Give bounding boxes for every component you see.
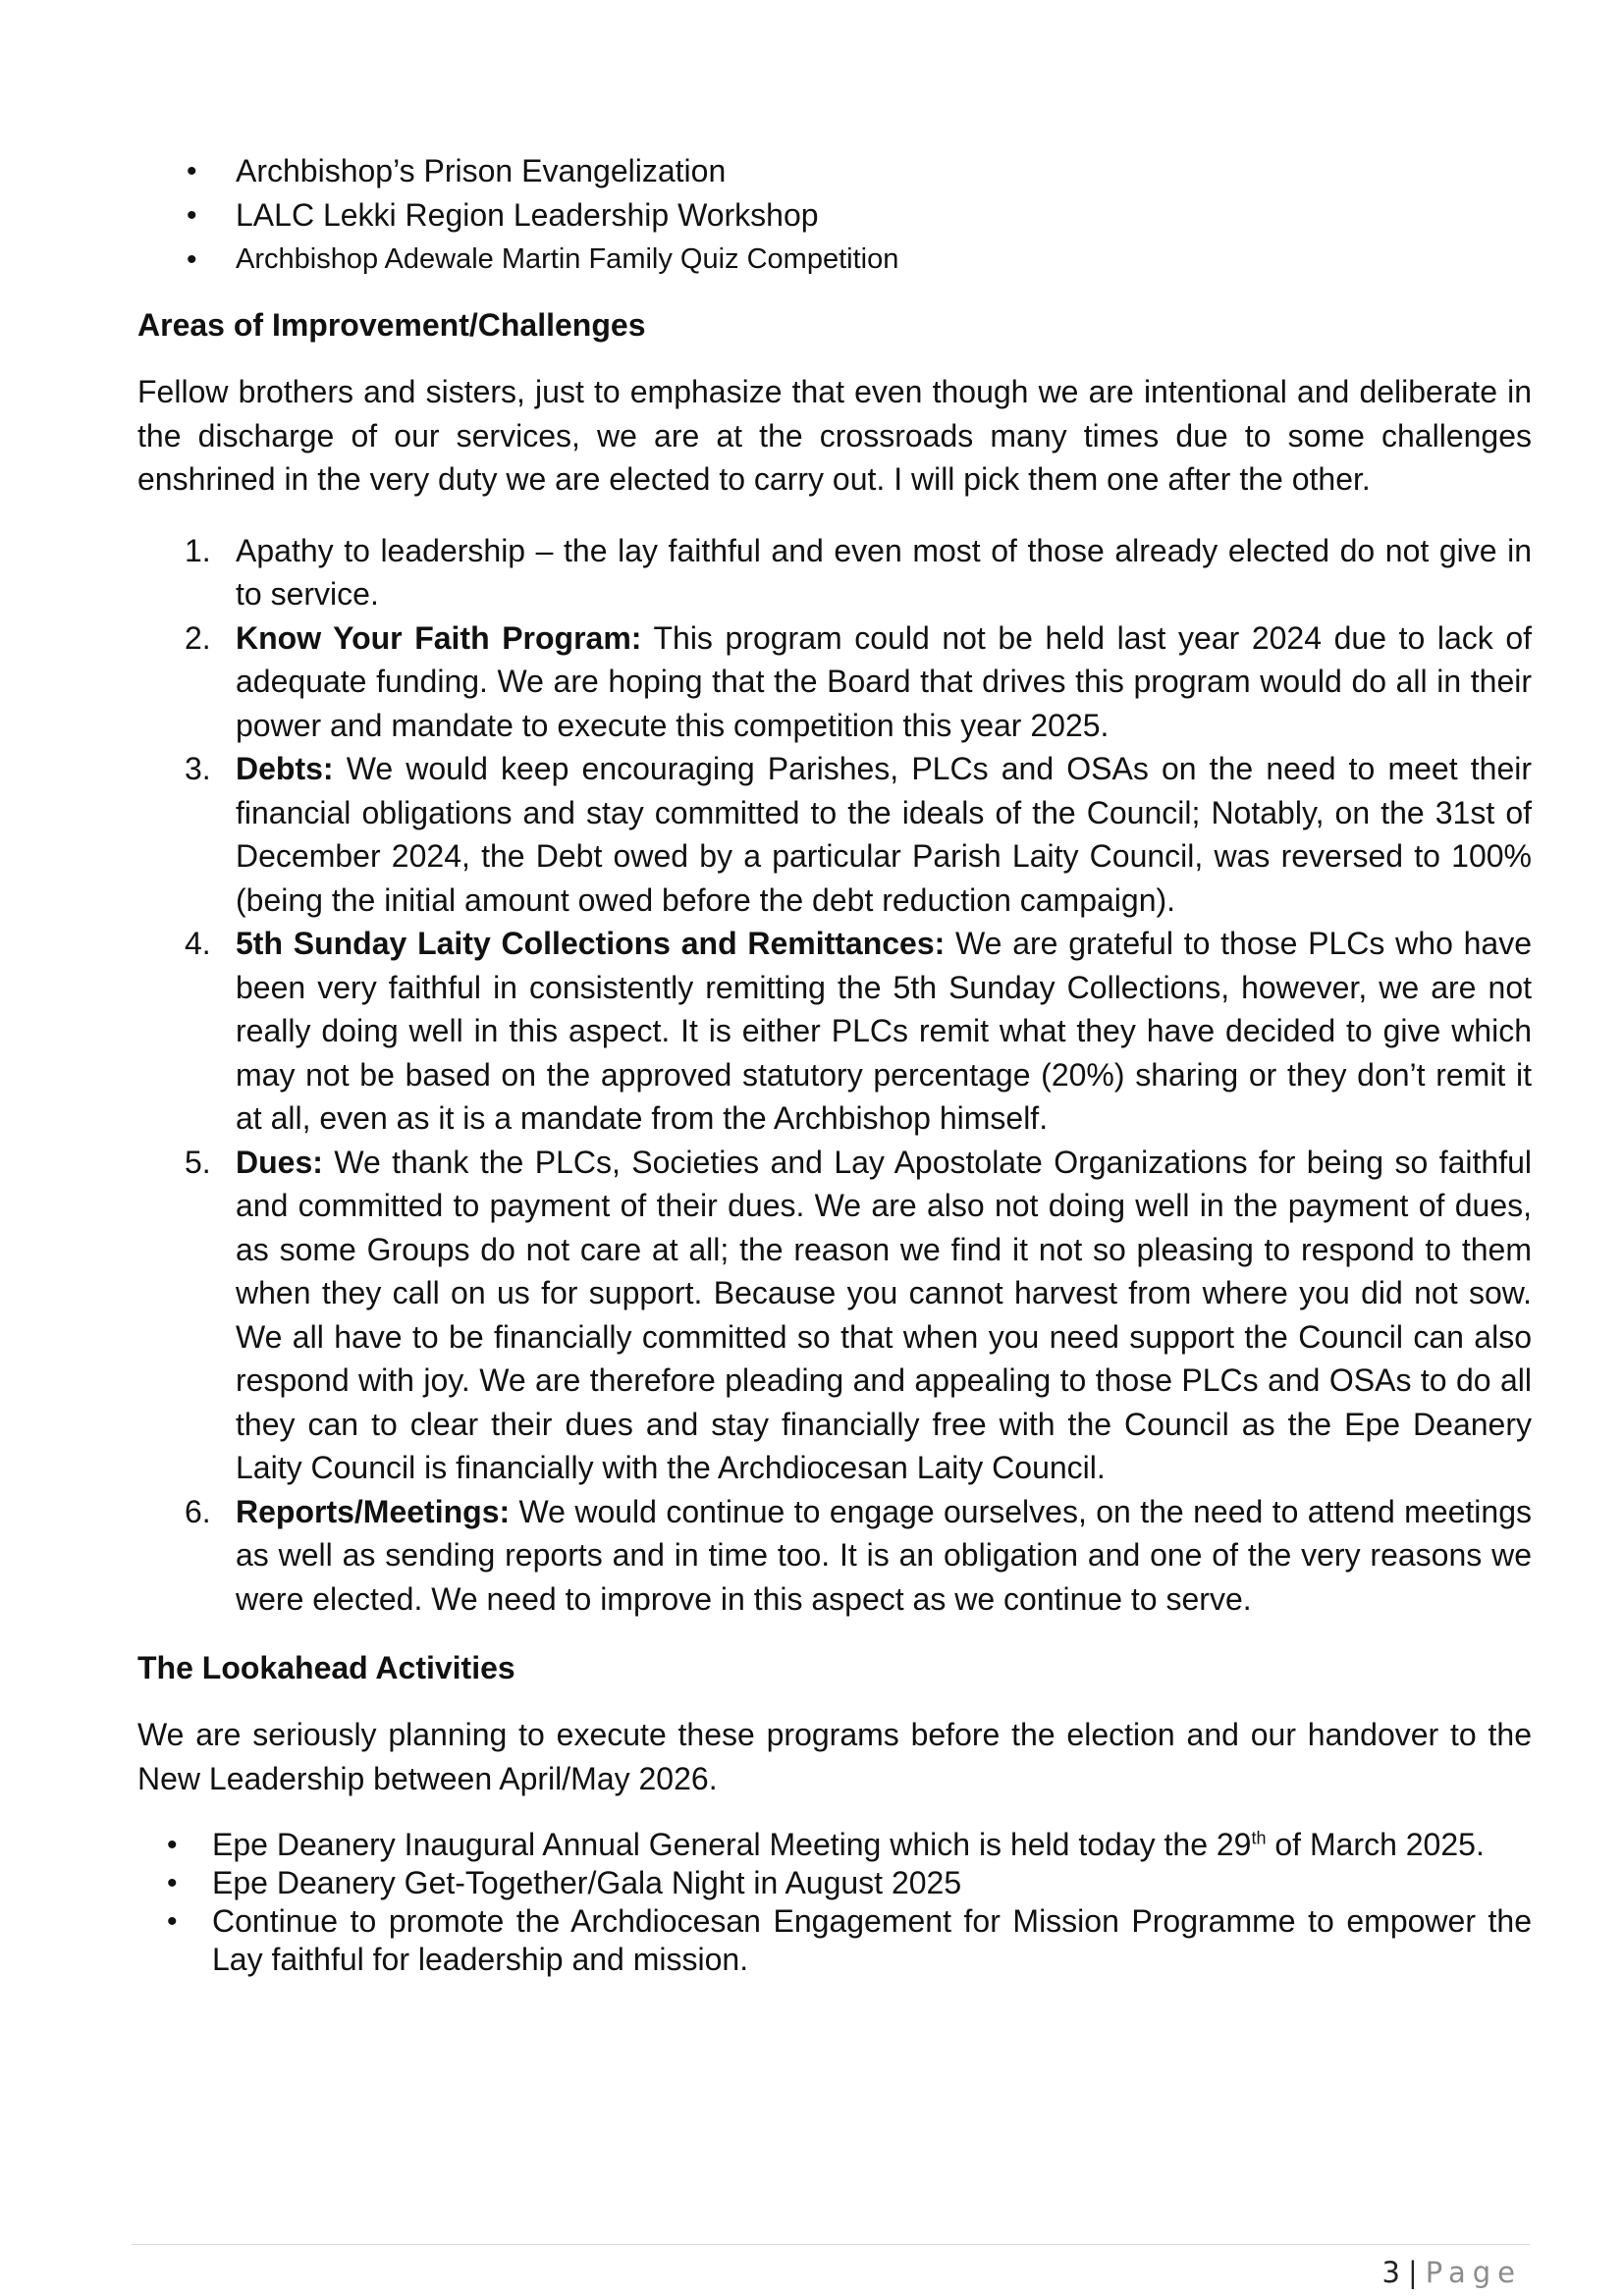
lookahead-bullet-list [137,1826,1532,1979]
item-number: 1. [185,532,211,568]
item-number: 2. [185,619,211,656]
page-number: 3 [1381,2256,1400,2289]
section-heading-lookahead: The Lookahead Activities [137,1650,515,1685]
areas-intro-paragraph: Fellow brothers and sisters, just to emphasize that even though we are intentional and deliberate in the discharge of our services, we are at the crossroads many times due to some challenges enshrined in the very duty we are elected to carry out. I will pick them one after the other. [137,374,1532,497]
footer-divider [132,2244,1530,2245]
document-page [137,149,1532,1979]
item-title: Know Your Faith Program: [236,619,642,656]
item-text: This program could not be held last year 2024 due to lack of adequate funding. We are hoping that the Board that drives this program would do all in their power and mandate to execute this competition this year 2025. [236,619,1533,743]
challenge-item [137,616,1532,748]
list-item-text: Epe Deanery Inaugural Annual General Meeting which is held today the 29 [212,1827,1252,1862]
list-item: • Archbishop’s Prison Evangelization [137,149,1532,193]
list-item [137,1826,1532,1864]
item-number: 3. [185,751,211,786]
item-text: We would continue to engage ourselves, on the need to attend meetings as well as sending reports and in time too. It is an obligation and one of the very reasons we were elected. We need to improve in this aspect as we continue to serve. [236,1493,1532,1617]
challenge-item [137,529,1532,616]
lookahead-intro-paragraph: We are seriously planning to execute these programs before the election and our handover to the New Leadership between April/May 2026. [137,1717,1532,1796]
challenge-item [137,747,1532,922]
footer-separator: | [1408,2256,1418,2289]
list-item: • Epe Deanery Get-Together/Gala Night in August 2025 [137,1864,1532,1902]
item-title: Reports/Meetings: [236,1493,511,1529]
page-label: Page [1425,2256,1522,2289]
item-title: Debts: [236,751,334,786]
list-item: • Continue to promote the Archdiocesan Engagement for Mission Programme to empower the Lay faithful for leadership and mission. [137,1902,1532,1979]
page-footer [1382,2256,1522,2289]
superscript: th [1251,1828,1267,1848]
challenges-list [137,529,1532,1622]
activities-bullet-list [137,149,1532,282]
item-text: We would keep encouraging Parishes, PLCs and OSAs on the need to meet their financial obligations and stay committed to the ideals of the Council; Notably, on the 31st of December 2024, the Debt owed by a particular Parish Laity Council, was reversed to 100% (being the initial amount owed before the debt reduction campaign). [236,751,1532,918]
item-text: Apathy to leadership – the lay faithful and even most of those already elected do not give in to service. [236,532,1532,612]
item-title: Dues: [236,1144,323,1180]
item-number: 4. [185,926,211,961]
challenge-item [137,922,1532,1141]
item-text: We are grateful to those PLCs who have been very faithful in consistently remitting the 5th Sunday Collections, however, we are not really doing well in this aspect. It is either PLCs remit what they have decided to give which may not be based on the approved statutory percentage (20%) sharing or they don’t remit it at all, even as it is a mandate from the Archbishop himself. [236,926,1533,1136]
item-title: 5th Sunday Laity Collections and Remittances: [236,926,946,961]
section-heading-areas: Areas of Improvement/Challenges [137,307,646,343]
list-item: • LALC Lekki Region Leadership Workshop [137,193,1532,238]
challenge-item [137,1490,1532,1622]
challenge-item [137,1141,1532,1490]
list-item-text: of March 2025. [1266,1827,1485,1862]
list-item: • Archbishop Adewale Martin Family Quiz Competition [137,238,1532,282]
item-number: 6. [185,1493,211,1529]
item-number: 5. [185,1144,211,1180]
item-text: We thank the PLCs, Societies and Lay Apostolate Organizations for being so faithful and committed to payment of their dues. We are also not doing well in the payment of dues, as some Groups do not care at all; the reason we find it not so pleasing to respond to them when they call on us for support. Because you cannot harvest from where you did not sow. We all have to be financially committed so that when you need support the Council can also respond with joy. We are therefore pleading and appealing to those PLCs and OSAs to do all they can to clear their dues and stay financially free with the Council as the Epe Deanery Laity Council is financially with the Archdiocesan Laity Council. [236,1144,1532,1485]
